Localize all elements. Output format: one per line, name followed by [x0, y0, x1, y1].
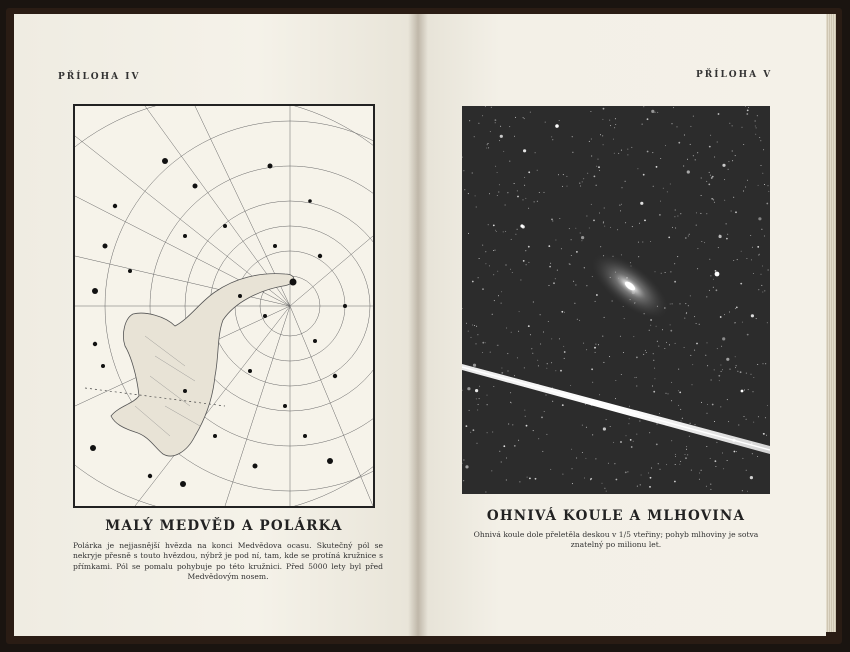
- map-star: [313, 339, 317, 343]
- meteor-nebula-photo: [462, 106, 770, 494]
- map-star: [283, 404, 287, 408]
- map-star: [90, 445, 96, 451]
- map-star: [183, 389, 187, 393]
- map-star: [101, 364, 105, 368]
- map-star: [248, 369, 252, 373]
- map-star: [327, 458, 333, 464]
- map-star: [343, 304, 347, 308]
- book-gutter: [408, 14, 428, 636]
- map-star: [128, 269, 132, 273]
- map-star: [113, 204, 117, 208]
- map-star: [273, 244, 277, 248]
- right-page-header: PŘÍLOHA V: [696, 70, 773, 80]
- map-star: [183, 234, 187, 238]
- map-star: [193, 184, 198, 189]
- map-star: [318, 254, 322, 258]
- map-star: [162, 158, 168, 164]
- map-star: [303, 434, 307, 438]
- map-star: [263, 314, 267, 318]
- map-star: [290, 279, 297, 286]
- map-star: [213, 434, 217, 438]
- map-star: [148, 474, 152, 478]
- map-star: [238, 294, 242, 298]
- star-map-illustration: [75, 106, 373, 506]
- star-map-plate: [73, 104, 375, 508]
- map-star: [223, 224, 227, 228]
- map-star: [268, 164, 273, 169]
- right-plate-title: OHNIVÁ KOULE A MLHOVINA: [486, 508, 746, 524]
- map-star: [180, 481, 186, 487]
- left-plate-description: Polárka je nejjasnější hvězda na konci Medvědova ocasu. Skutečný pól se nekryje přesně s touto hvězdou, nýbrž je pod ní, tam, kde se protíná kružnice s přímkami. Pól se pomalu pohybuje po této kružnici. Před 5000 lety byl před Medvědovým nosem.: [73, 541, 383, 582]
- right-plate-description: Ohnivá koule dole přeletěla deskou v 1/5 vteřiny; pohyb mlhoviny je sotva znatelný po milionu let.: [473, 530, 759, 550]
- map-star: [103, 244, 108, 249]
- map-star: [92, 288, 98, 294]
- map-star: [333, 374, 337, 378]
- page-edges: [826, 14, 836, 632]
- left-plate-title: MALÝ MEDVĚD A POLÁRKA: [105, 518, 343, 534]
- left-page-header: PŘÍLOHA IV: [58, 72, 141, 82]
- map-star: [253, 464, 258, 469]
- map-star: [93, 342, 97, 346]
- map-star: [308, 199, 312, 203]
- night-sky-photograph: [462, 106, 770, 494]
